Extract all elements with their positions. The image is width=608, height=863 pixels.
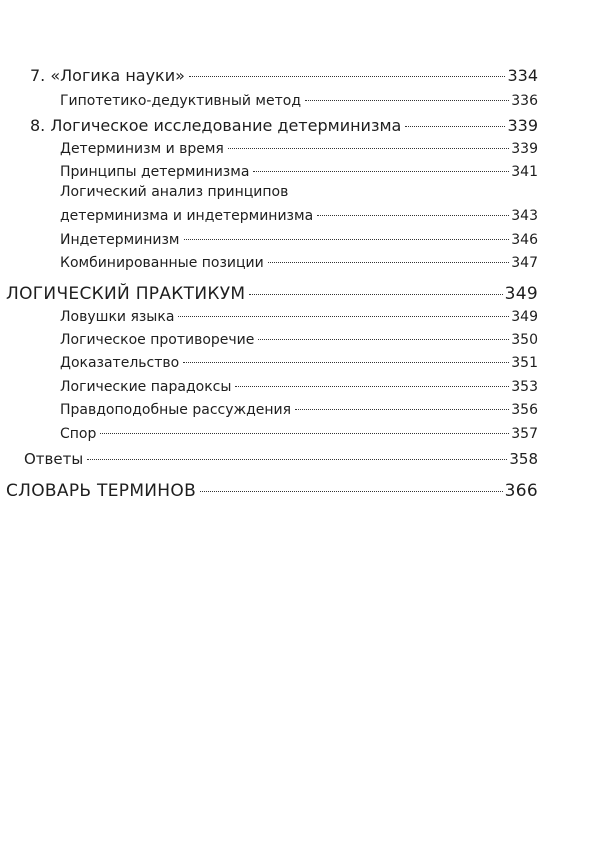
toc-entry[interactable]	[60, 208, 538, 224]
toc-entry[interactable]	[60, 426, 538, 442]
toc-entry-title: Гипотетико-дедуктивный метод	[60, 93, 302, 109]
toc-entry-title: СЛОВАРЬ ТЕРМИНОВ	[6, 481, 197, 501]
toc-entry-title: Ответы	[24, 450, 84, 468]
toc-entry[interactable]	[24, 450, 538, 468]
toc-dot-leader	[295, 409, 509, 410]
toc-entry[interactable]	[60, 255, 538, 271]
toc-dot-leader	[189, 76, 506, 77]
toc-entry-title: Доказательство	[60, 355, 180, 371]
toc-entry-page: 339	[507, 116, 538, 135]
toc-entry[interactable]	[30, 116, 538, 135]
toc-dot-leader	[268, 262, 510, 263]
toc-entry[interactable]	[60, 141, 538, 157]
toc-dot-leader	[253, 171, 509, 172]
toc-entry-title: Индетерминизм	[60, 232, 180, 248]
toc-dot-leader	[305, 100, 509, 101]
toc-entry-title: 7. «Логика науки»	[30, 66, 185, 85]
toc-entry-page: 353	[511, 379, 538, 395]
toc-entry-title: Принципы детерминизма	[60, 164, 250, 180]
toc-entry-page: 346	[511, 232, 538, 248]
toc-entry-title: Детерминизм и время	[60, 141, 224, 157]
toc-entry-page: 358	[509, 450, 538, 468]
toc-entry[interactable]	[60, 309, 538, 325]
toc-dot-leader	[405, 126, 505, 127]
toc-entry-title: Правдоподобные рассуждения	[60, 402, 292, 418]
toc-entry[interactable]	[30, 66, 538, 85]
toc-entry-page: 343	[511, 208, 538, 224]
toc-entry-page: 341	[511, 164, 538, 180]
toc-dot-leader	[228, 148, 509, 149]
toc-entry-title: Комбинированные позиции	[60, 255, 264, 271]
toc-entry-title: Ловушки языка	[60, 309, 175, 325]
toc-entry-page: 349	[511, 309, 538, 325]
toc-entry-title: Спор	[60, 426, 97, 442]
toc-entry[interactable]	[60, 164, 538, 180]
toc-entry[interactable]	[6, 481, 538, 501]
toc-entry-title: детерминизма и индетерминизма	[60, 208, 314, 224]
toc-entry[interactable]	[6, 284, 538, 304]
toc-entry-page: 351	[511, 355, 538, 371]
toc-entry[interactable]	[60, 402, 538, 418]
toc-entry-title-line1: Логический анализ принципов	[60, 184, 289, 200]
toc-dot-leader	[100, 433, 509, 434]
toc-dot-leader	[200, 491, 503, 492]
toc-dot-leader	[184, 239, 510, 240]
toc-entry-page: 356	[511, 402, 538, 418]
toc-dot-leader	[178, 316, 509, 317]
toc-dot-leader	[87, 459, 507, 460]
toc-entry[interactable]	[60, 379, 538, 395]
toc-entry[interactable]	[60, 232, 538, 248]
toc-entry-title: ЛОГИЧЕСКИЙ ПРАКТИКУМ	[6, 284, 246, 304]
toc-entry-page: 357	[511, 426, 538, 442]
toc-dot-leader	[317, 215, 509, 216]
toc-entry-page: 366	[504, 481, 538, 501]
toc-entry[interactable]	[60, 355, 538, 371]
toc-dot-leader	[235, 386, 509, 387]
toc-dot-leader	[249, 294, 502, 295]
toc-entry-page: 350	[511, 332, 538, 348]
toc-entry-page: 347	[511, 255, 538, 271]
toc-dot-leader	[258, 339, 509, 340]
toc-entry-title: 8. Логическое исследование детерминизма	[30, 116, 402, 135]
toc-entry-title: Логическое противоречие	[60, 332, 255, 348]
toc-entry-page: 339	[511, 141, 538, 157]
toc-dot-leader	[183, 362, 509, 363]
toc-entry-page: 334	[507, 66, 538, 85]
toc-entry-page: 336	[511, 93, 538, 109]
toc-entry[interactable]	[60, 93, 538, 109]
toc-entry-page: 349	[504, 284, 538, 304]
toc-entry[interactable]	[60, 332, 538, 348]
toc-entry-title: Логические парадоксы	[60, 379, 232, 395]
